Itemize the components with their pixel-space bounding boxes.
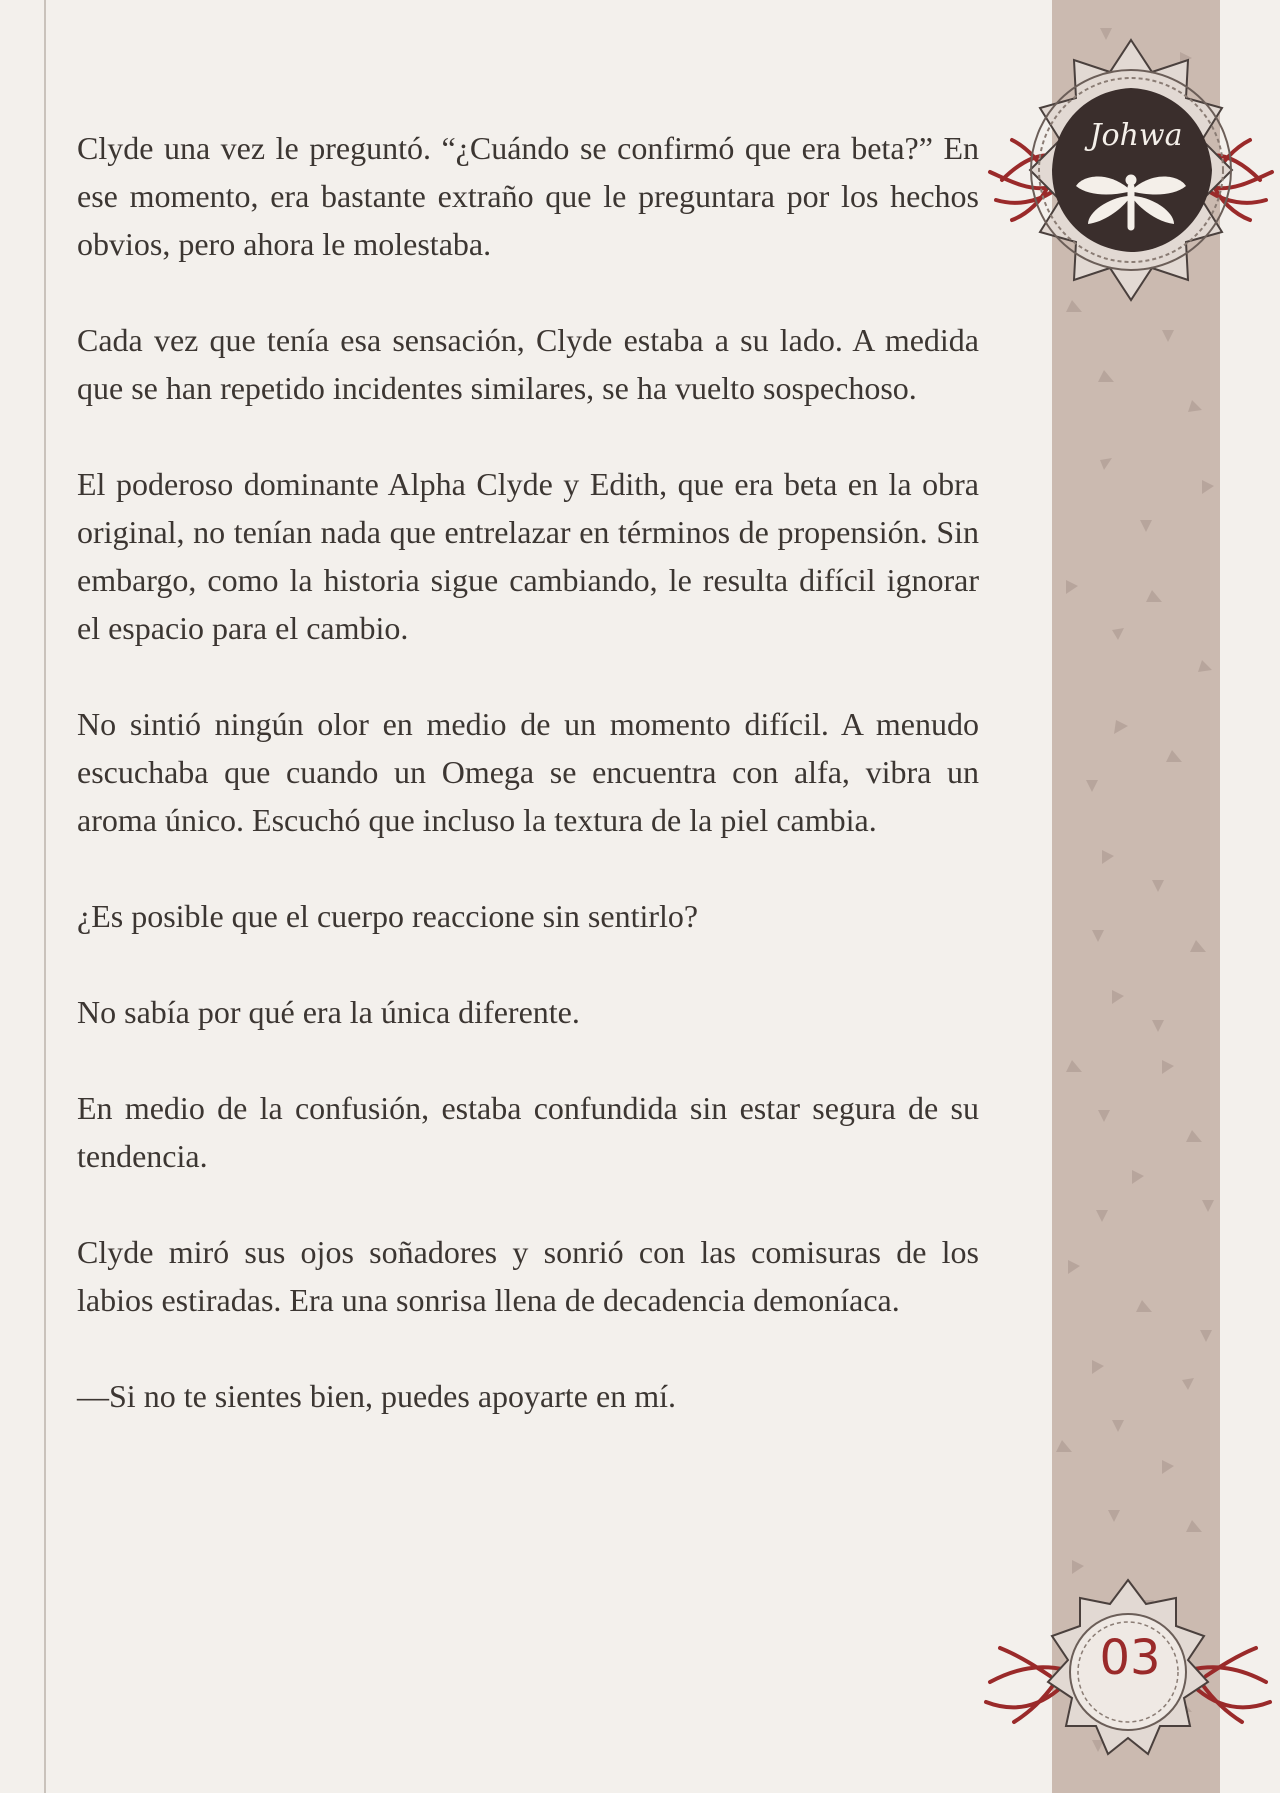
- paragraph: ¿Es posible que el cuerpo reaccione sin sentirlo?: [77, 898, 699, 934]
- paragraph: No sintió ningún olor en medio de un momento difícil. A menudo escuchaba que cuando un Omega se encuentra con alfa, vibra un aroma único. Escuchó que incluso la textura de la piel cambia.: [77, 706, 979, 838]
- paragraph: En medio de la confusión, estaba confundida sin estar segura de su tendencia.: [77, 1090, 979, 1174]
- paragraph: El poderoso dominante Alpha Clyde y Edith, que era beta en la obra original, no tenían nada que entrelazar en términos de propensión. Sin embargo, como la historia sigue cambiando, le resulta difícil ignorar el espacio para el cambio.: [77, 466, 979, 646]
- page-number: 03: [1099, 1630, 1161, 1686]
- logo-text: Johwa: [1089, 118, 1183, 153]
- margin-line: [44, 0, 46, 1793]
- body-text: [77, 124, 979, 1468]
- johwa-logo-emblem: [982, 30, 1280, 330]
- paragraph: Clyde una vez le preguntó. “¿Cuándo se confirmó que era beta?” En ese momento, era bastante extraño que le preguntara por los hechos obvios, pero ahora le molestaba.: [77, 130, 979, 262]
- paragraph: Cada vez que tenía esa sensación, Clyde estaba a su lado. A medida que se han repetido incidentes similares, se ha vuelto sospechoso.: [77, 322, 979, 406]
- paragraph: No sabía por qué era la única diferente.: [77, 994, 580, 1030]
- paragraph: Clyde miró sus ojos soñadores y sonrió con las comisuras de los labios estiradas. Era una sonrisa llena de decadencia demoníaca.: [77, 1234, 979, 1318]
- paragraph: —Si no te sientes bien, puedes apoyarte en mí.: [77, 1378, 676, 1414]
